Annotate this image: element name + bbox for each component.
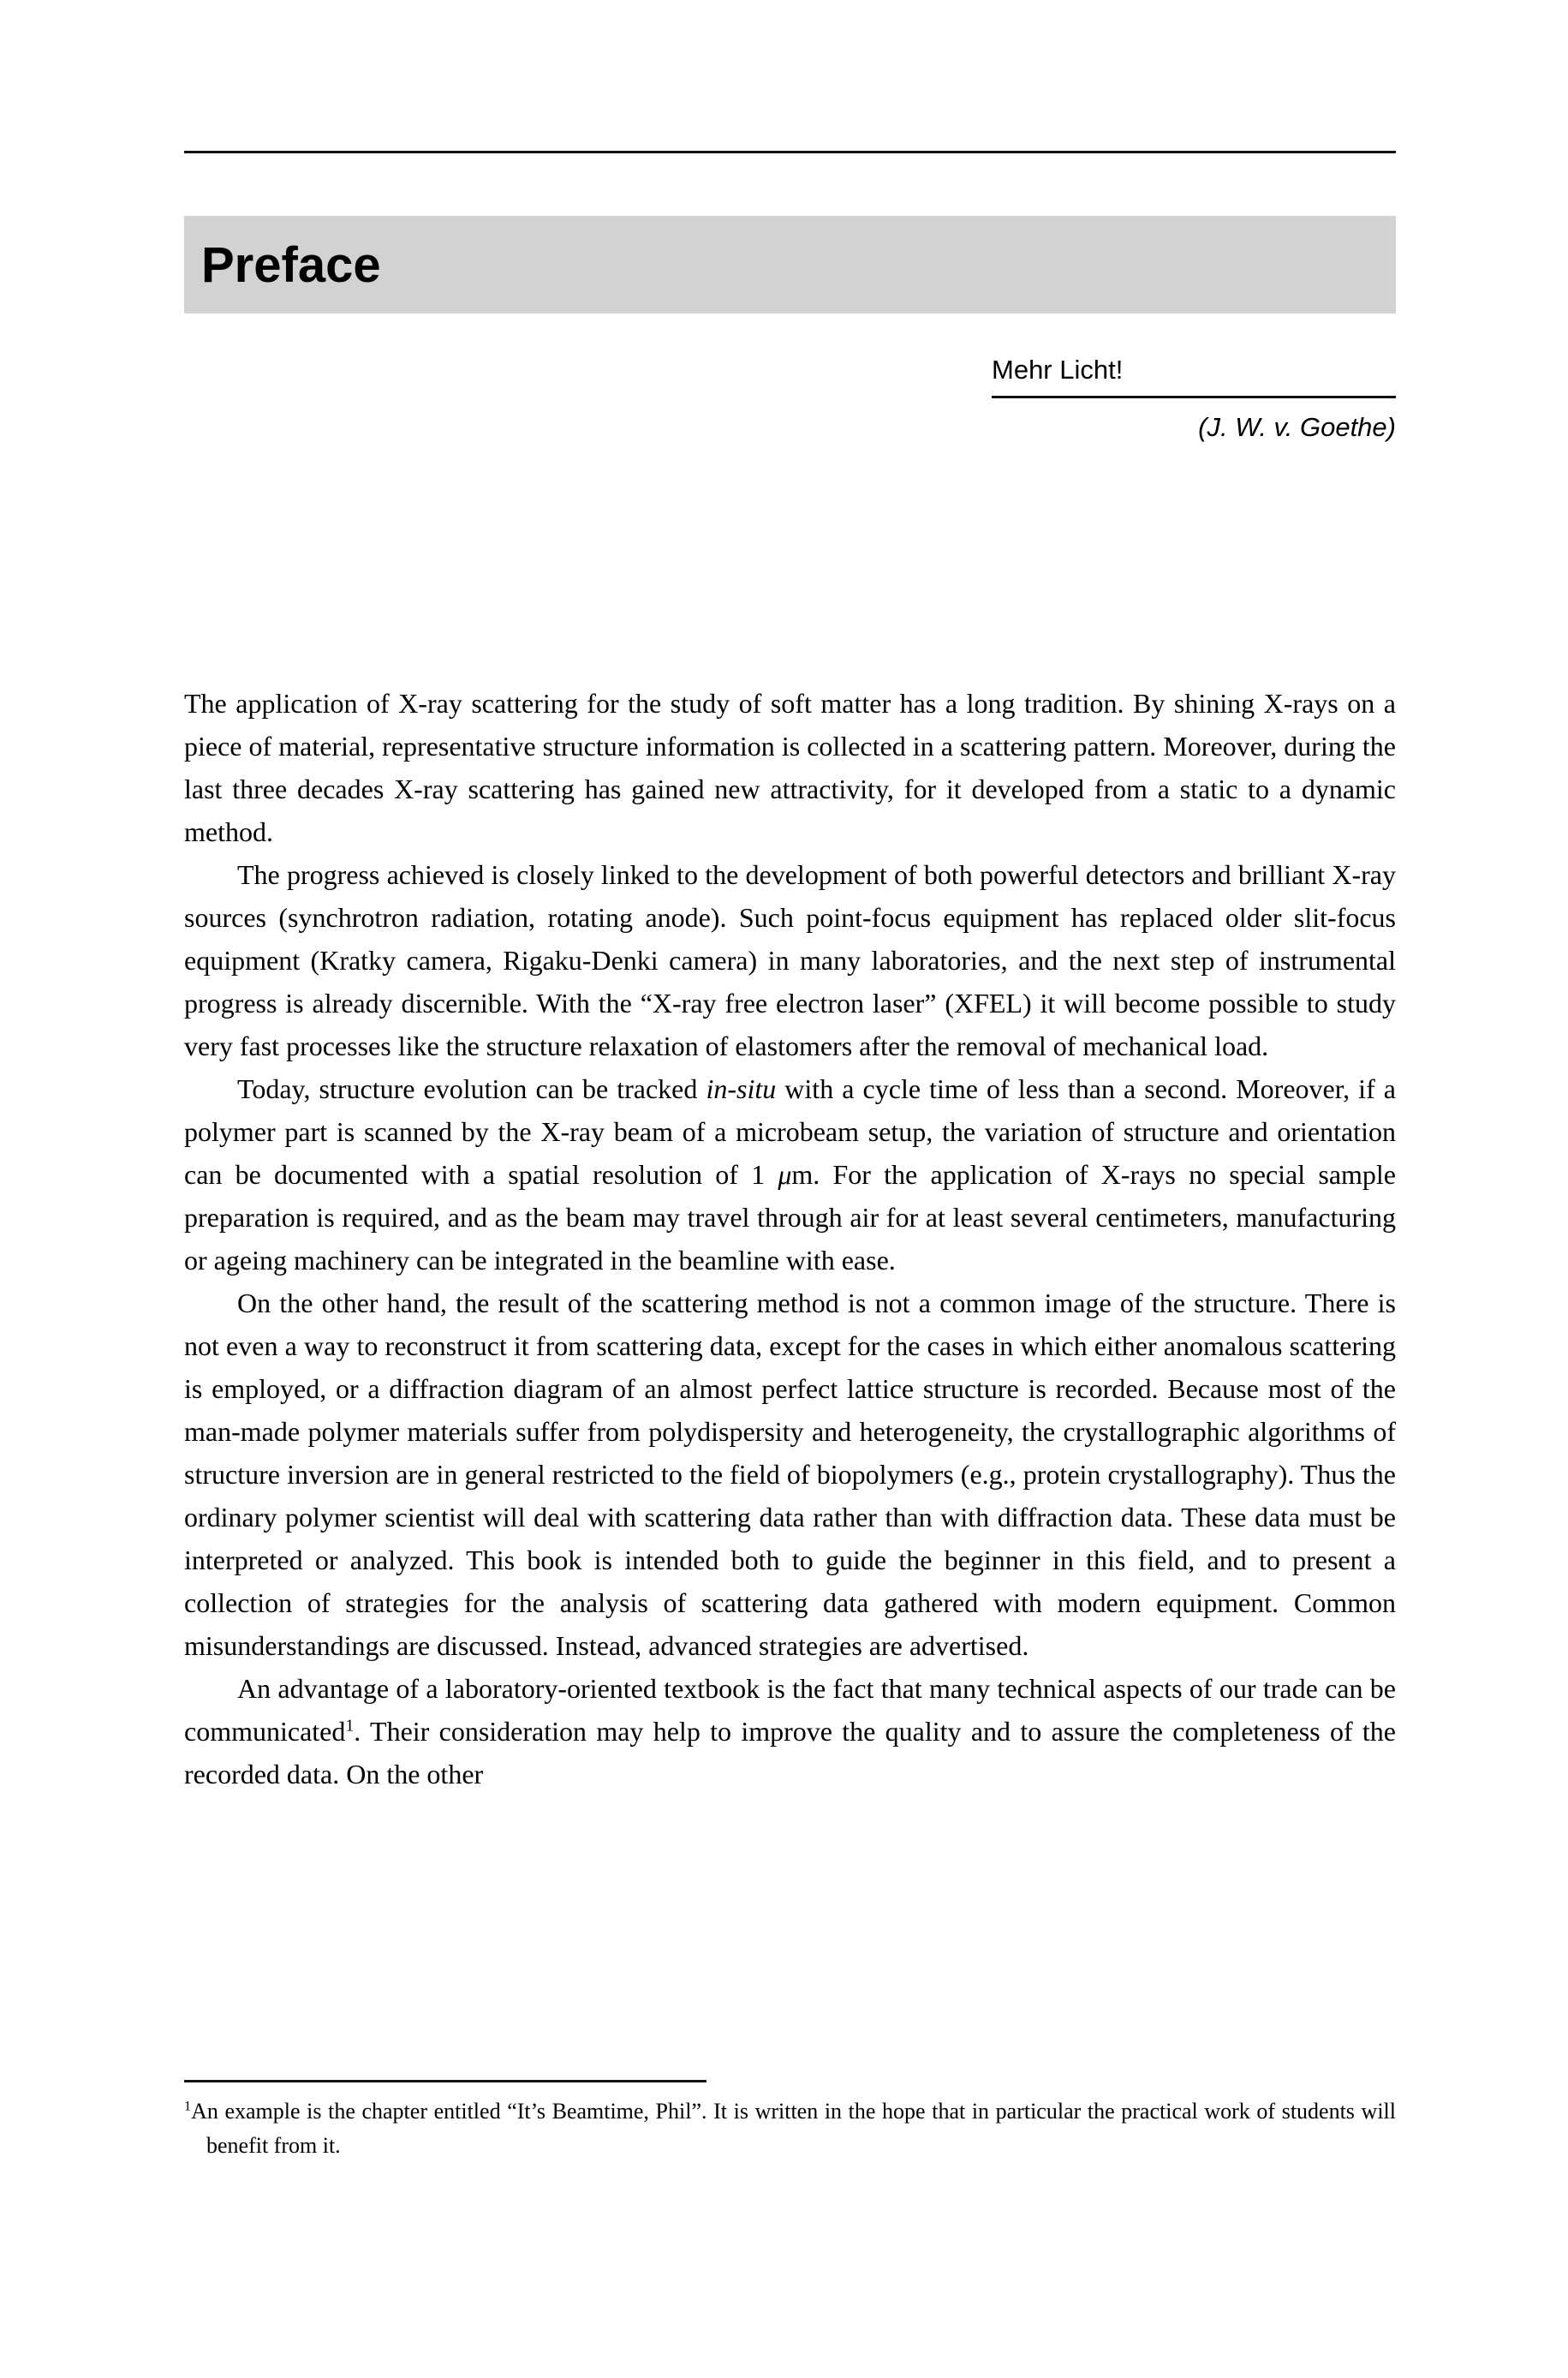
footnote (184, 2080, 1396, 2163)
footnote-marker: 1 (184, 2099, 192, 2114)
paragraph: On the other hand, the result of the scattering method is not a common image of the structure. There is not even a way to reconstruct it from scattering data, except for the cases in which either anomalous scattering is employed, or a diffraction diagram of an almost perfect lattice structure is recorded. Because most of the man-made polymer materials suffer from polydispersity and heterogeneity, the crystallographic algorithms of structure inversion are in general restricted to the field of biopolymers (e.g., protein crystallography). Thus the ordinary polymer scientist will deal with scattering data rather than with diffraction data. These data must be interpreted or analyzed. This book is intended both to guide the beginner in this field, and to present a collection of strategies for the analysis of scattering data gathered with modern equipment. Common misunderstandings are discussed. Instead, advanced strategies are advertised. (184, 1288, 1396, 1661)
paragraph: An advantage of a laboratory-oriented textbook is the fact that many technical aspects of our trade can be communicated$^1$. Their consideration may help to improve the quality and to assure the completeness of the recorded data. On the other (184, 1673, 1396, 1789)
paragraph: Today, structure evolution can be tracked in-situ with a cycle time of less than a second. Moreover, if a polymer part is scanned by the X-ray beam of a microbeam setup, the variation of structure and orientation can be documented with a spatial resolution of 1 μm. For the application of X-rays no special sample preparation is required, and as the beam may travel through air for at least several centimeters, manufacturing or ageing machinery can be integrated in the beamline with ease. (184, 1073, 1397, 1276)
preface-title-banner (184, 216, 1396, 314)
header-rule (184, 151, 1396, 153)
footnote-body: An example is the chapter entitled “It’s Beamtime, Phil”. It is written in the hope that in particular the practical work of students will benefit from it. (191, 2099, 1396, 2158)
epigraph-quote: Mehr Licht! (992, 355, 1396, 398)
preface-body (184, 682, 1396, 1795)
epigraph-attribution: (J. W. v. Goethe) (1198, 412, 1396, 442)
epigraph (992, 355, 1396, 443)
paragraph: The application of X-ray scattering for the study of soft matter has a long tradition. By shining X-rays on a piece of material, representative structure information is collected in a scattering pattern. Moreover, during the last three decades X-ray scattering has gained new attractivity, for it developed from a static to a dynamic method. (184, 688, 1396, 847)
page-title: Preface (201, 236, 381, 293)
paragraph: The progress achieved is closely linked to the development of both powerful detectors and brilliant X-ray sources (synchrotron radiation, rotating anode). Such point-focus equipment has replaced older slit-focus equipment (Kratky camera, Rigaku-Denki camera) in many laboratories, and the next step of instrumental progress is already discernible. With the “X-ray free electron laser” (XFEL) it will become possible to study very fast processes like the structure relaxation of elastomers after the removal of mechanical load. (184, 859, 1396, 1061)
footnote-text (184, 2094, 1396, 2163)
footnote-rule (184, 2080, 706, 2082)
